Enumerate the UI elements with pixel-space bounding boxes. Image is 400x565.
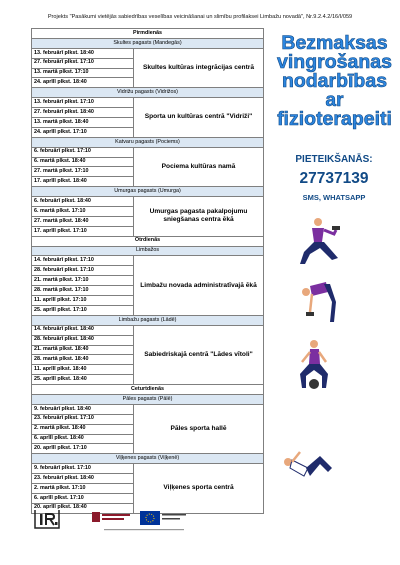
session-date: 9. februārī plkst. 17:10 — [32, 464, 134, 474]
title-line: nodarbības — [281, 70, 388, 92]
session-date: 17. aprīlī plkst. 18:40 — [32, 177, 134, 187]
title-line: vingrošanas — [277, 51, 392, 73]
session-date: 25. aprīlī plkst. 18:40 — [32, 375, 134, 385]
venue-name: Sabiedriskajā centrā "Lādes vītoli" — [134, 325, 264, 384]
day-heading: Otrdienās — [32, 236, 264, 246]
session-date: 20. aprīlī plkst. 17:10 — [32, 444, 134, 454]
exercise-figure-squat — [292, 338, 336, 394]
exercise-figure-crunch — [278, 442, 338, 488]
schedule-table — [31, 28, 264, 514]
session-date: 23. februārī plkst. 18:40 — [32, 474, 134, 484]
session-date: 13. februārī plkst. 17:10 — [32, 98, 134, 108]
title-line: Bezmaksas — [281, 32, 388, 54]
session-date: 2. martā plkst. 18:40 — [32, 424, 134, 434]
venue-name: Pociema kultūras namā — [134, 147, 264, 187]
venue-name: Viļķenes sporta centrā — [134, 464, 264, 513]
session-date: 14. februārī plkst. 18:40 — [32, 325, 134, 335]
investing-future-tagline — [104, 527, 184, 533]
parish-heading: Limbažu pagasts (Lādē) — [32, 315, 264, 325]
venue-name: Limbažu novada administratīvajā ēkā — [134, 256, 264, 315]
parish-heading: Katvaru pagasts (Pociems) — [32, 137, 264, 147]
venue-name: Skultes kultūras integrācijas centrā — [134, 48, 264, 88]
session-date: 6. martā plkst. 18:40 — [32, 157, 134, 167]
session-date: 28. martā plkst. 18:40 — [32, 355, 134, 365]
session-date: 13. martā plkst. 18:40 — [32, 118, 134, 128]
venue-name: Sporta un kultūras centrā "Vidriži" — [134, 98, 264, 138]
lr-logo — [33, 508, 61, 530]
eu-fund-logo-text — [162, 512, 188, 524]
signup-phone: 27737139 — [299, 170, 369, 187]
day-heading: Pirmdienās — [32, 29, 264, 39]
session-date: 23. februārī plkst. 17:10 — [32, 414, 134, 424]
session-date: 6. februārī plkst. 17:10 — [32, 147, 134, 157]
session-date: 17. aprīlī plkst. 17:10 — [32, 226, 134, 236]
ministry-logo — [92, 510, 132, 524]
session-date: 21. martā plkst. 17:10 — [32, 276, 134, 286]
session-date: 24. aprīlī plkst. 18:40 — [32, 78, 134, 88]
poster-title — [272, 34, 397, 129]
eu-flag-icon — [140, 511, 160, 525]
session-date: 25. aprīlī plkst. 17:10 — [32, 305, 134, 315]
session-date: 20. aprīlī plkst. 18:40 — [32, 503, 134, 513]
parish-heading: Limbažos — [32, 246, 264, 256]
signup-block — [268, 154, 400, 202]
parish-heading: Skultes pagasts (Mandegās) — [32, 38, 264, 48]
session-date: 9. februārī plkst. 18:40 — [32, 404, 134, 414]
signup-label: PIETEIKŠANĀS: — [295, 154, 373, 165]
parish-heading: Viļķenes pagasts (Viļķenē) — [32, 454, 264, 464]
venue-name: Pāles sporta hallē — [134, 404, 264, 453]
day-heading: Ceturtdienās — [32, 385, 264, 395]
session-date: 14. februārī plkst. 17:10 — [32, 256, 134, 266]
venue-name: Umurgas pagasta pakalpojumu sniegšanas centra ēkā — [134, 197, 264, 237]
parish-heading: Pāles pagasts (Pālē) — [32, 394, 264, 404]
session-date: 6. martā plkst. 17:10 — [32, 207, 134, 217]
session-date: 27. februārī plkst. 17:10 — [32, 58, 134, 68]
session-date: 24. aprīlī plkst. 17:10 — [32, 127, 134, 137]
session-date: 13. februārī plkst. 18:40 — [32, 48, 134, 58]
title-line: fizioterapeiti — [277, 108, 392, 130]
title-line: ar — [325, 90, 344, 111]
parish-heading: Umurgas pagasts (Umurga) — [32, 187, 264, 197]
session-date: 2. martā plkst. 17:10 — [32, 483, 134, 493]
session-date: 28. martā plkst. 17:10 — [32, 286, 134, 296]
session-date: 6. aprīlī plkst. 18:40 — [32, 434, 134, 444]
session-date: 21. martā plkst. 18:40 — [32, 345, 134, 355]
session-date: 6. februārī plkst. 18:40 — [32, 197, 134, 207]
session-date: 27. martā plkst. 17:10 — [32, 167, 134, 177]
session-date: 28. februārī plkst. 18:40 — [32, 335, 134, 345]
session-date: 11. aprīlī plkst. 17:10 — [32, 296, 134, 306]
signup-channels: SMS, WHATSAPP — [302, 193, 366, 202]
project-header: Projekts "Pasākumi vietējās sabiedrības veselības veicināšanai un slimību profilaksei Limbažu novadā", Nr.9.2.4.2/16/I/059 — [47, 14, 353, 20]
session-date: 13. martā plkst. 17:10 — [32, 68, 134, 78]
exercise-figure-bend — [296, 272, 338, 324]
parish-heading: Vidrižu pagasts (Vidrižos) — [32, 88, 264, 98]
session-date: 6. aprīlī plkst. 17:10 — [32, 493, 134, 503]
session-date: 11. aprīlī plkst. 18:40 — [32, 365, 134, 375]
session-date: 27. februārī plkst. 18:40 — [32, 108, 134, 118]
session-date: 27. martā plkst. 18:40 — [32, 216, 134, 226]
session-date: 28. februārī plkst. 17:10 — [32, 266, 134, 276]
exercise-figure-lunge — [292, 216, 342, 266]
